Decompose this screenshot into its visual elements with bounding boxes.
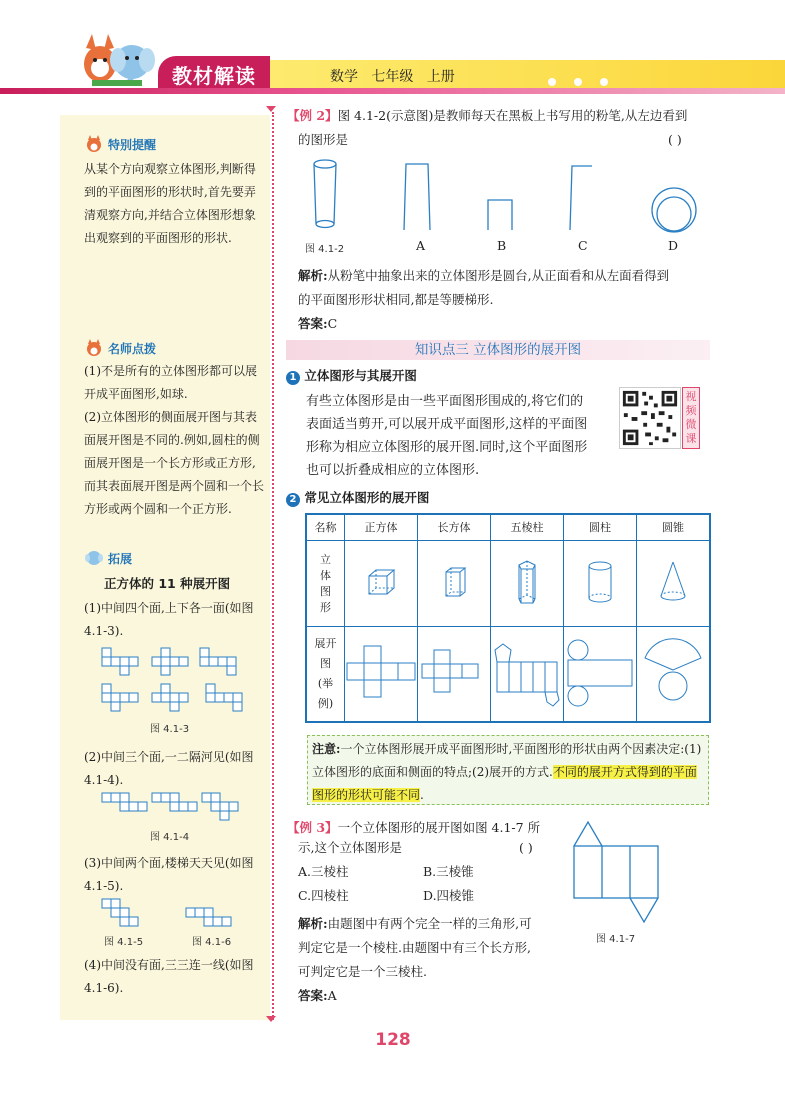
fig4-caption: 图 4.1-4 bbox=[150, 832, 190, 843]
example2-q2: 的图形是 bbox=[298, 132, 349, 147]
mascot-fox-elephant-icon bbox=[78, 30, 158, 92]
ext-heading bbox=[84, 548, 132, 568]
answer-value: A bbox=[327, 988, 337, 1003]
header-stripe bbox=[0, 88, 785, 94]
header-cell: 五棱柱 bbox=[491, 514, 564, 540]
example2-question bbox=[287, 106, 717, 126]
answer-label: 答案: bbox=[298, 316, 328, 331]
table-row bbox=[306, 626, 710, 722]
teacher-p1: (1)不是所有的立体图形都可以展开成平面图形,如球. bbox=[84, 364, 257, 401]
header-cell: 名称 bbox=[306, 514, 345, 540]
ext-p1: (1)中间四个面,上下各一面(如图 4.1-3). bbox=[84, 601, 254, 638]
example2-q1: 图 4.1-2(示意图)是教师每天在黑板上书写用的粉笔,从左边看到 bbox=[337, 108, 688, 123]
example3-tag: 【例 3】 bbox=[287, 820, 338, 835]
tip-title: 特别提醒 bbox=[108, 137, 157, 152]
analysis-line1: 从粉笔中抽象出来的立体图形是圆台,从正面看和从左面看得到 bbox=[327, 268, 670, 283]
example2-fig-caption: 图 4.1-2 bbox=[305, 244, 345, 255]
row-label: 展开图(举例) bbox=[306, 626, 345, 722]
page-number: 128 bbox=[375, 1030, 411, 1050]
tip-heading bbox=[84, 134, 156, 154]
table-row bbox=[306, 540, 710, 626]
cone-solid bbox=[637, 540, 711, 626]
elephant-mascot-icon bbox=[84, 548, 104, 568]
fox-mascot-icon bbox=[84, 338, 104, 358]
answer-value: C bbox=[327, 316, 338, 331]
sec1-line2: 表面适当剪开,可以展开成平面图形,这样的平面图 bbox=[306, 417, 588, 432]
sec1-line1: 有些立体图形是由一些平面图形围成的,将它们的 bbox=[306, 394, 584, 409]
solid-nets-table bbox=[305, 513, 711, 723]
knowledge-point-title: 知识点三 立体图形的展开图 bbox=[286, 340, 710, 360]
example3-analysis bbox=[298, 912, 568, 984]
sec2-number: 2 bbox=[286, 493, 300, 507]
example3-q2: 示,这个立体图形是 bbox=[298, 840, 402, 855]
example3-answer bbox=[298, 986, 337, 1006]
option-a: A bbox=[416, 238, 426, 253]
book-info bbox=[330, 66, 455, 86]
example3-q1: 一个立体图形的展开图如图 4.1-7 所 bbox=[337, 820, 541, 835]
fox-mascot-icon bbox=[84, 134, 104, 154]
note-label: 注意: bbox=[312, 742, 341, 756]
pentagonal-prism-solid bbox=[491, 540, 564, 626]
option-d: D.四棱锥 bbox=[423, 888, 475, 903]
grade: 七年级 bbox=[371, 69, 414, 85]
section-tab: 教材解读 bbox=[158, 56, 270, 94]
note-box bbox=[307, 735, 709, 805]
sec1-line4: 也可以折叠成相应的立体图形. bbox=[306, 463, 480, 478]
teacher-heading bbox=[84, 338, 156, 358]
teacher-title: 名师点拨 bbox=[108, 341, 157, 356]
subject: 数学 bbox=[330, 69, 358, 85]
sec1-line3: 形称为相应立体图形的展开图.同时,这个平面图形 bbox=[306, 440, 588, 455]
cube-nets-fig5-6 bbox=[96, 896, 266, 932]
ext-title: 拓展 bbox=[108, 551, 133, 566]
option-a: A.三棱柱 bbox=[298, 864, 349, 879]
example2-paren: ( ) bbox=[668, 132, 682, 147]
column-divider bbox=[272, 112, 274, 1020]
note-text: 一个立体图形展开成平面图形时,平面图形的形状由两个因素决定:(1)立体图形的底面和侧面的特点;(2)展开的方式. bbox=[312, 742, 702, 779]
header-cell: 正方体 bbox=[345, 514, 418, 540]
cube-net bbox=[345, 626, 418, 722]
option-b: B.三棱锥 bbox=[423, 864, 474, 879]
option-d: D bbox=[668, 238, 679, 253]
header-cell: 长方体 bbox=[418, 514, 491, 540]
analysis-line2: 的平面图形形状相同,都是等腰梯形. bbox=[298, 292, 494, 307]
cylinder-solid bbox=[564, 540, 637, 626]
header-cell: 圆柱 bbox=[564, 514, 637, 540]
example2-tag: 【例 2】 bbox=[287, 108, 338, 123]
cube-solid bbox=[345, 540, 418, 626]
analysis-label: 解析: bbox=[298, 916, 328, 931]
row-label: 立体图形 bbox=[306, 540, 345, 626]
sec1-title: 立体图形与其展开图 bbox=[304, 368, 417, 383]
analysis-line2: 判定它是一个棱柱.由题图中有三个长方形, bbox=[298, 940, 531, 955]
pentagonal-prism-net bbox=[491, 626, 564, 722]
table-header-row bbox=[306, 514, 710, 540]
sec2-title: 常见立体图形的展开图 bbox=[304, 490, 430, 505]
analysis-line3: 可判定它是一个三棱柱. bbox=[298, 964, 427, 979]
cuboid-solid bbox=[418, 540, 491, 626]
sec1-number: 1 bbox=[286, 371, 300, 385]
video-lesson-tag[interactable]: 视频微课 bbox=[682, 387, 700, 449]
option-c: C.四棱柱 bbox=[298, 888, 349, 903]
fig6-caption: 图 4.1-6 bbox=[192, 937, 232, 948]
teacher-p2: (2)立体图形的侧面展开图与其表面展开图是不同的.例如,圆柱的侧面展开图是一个长方形或正方形,而其表面展开图是两个圆和一个长方形或两个圆和一个正方形. bbox=[84, 410, 265, 516]
note-end: . bbox=[420, 788, 424, 802]
option-c: C bbox=[578, 238, 588, 253]
fig5-caption: 图 4.1-5 bbox=[104, 937, 144, 948]
cuboid-net bbox=[418, 626, 491, 722]
analysis-label: 解析: bbox=[298, 268, 328, 283]
example3-question bbox=[287, 818, 577, 838]
note-highlight: 不同的展开方式得到的平面图形的形状可能不同 bbox=[312, 765, 697, 802]
option-b: B bbox=[497, 238, 507, 253]
ext-subtitle: 正方体的 11 种展开图 bbox=[104, 576, 231, 591]
answer-label: 答案: bbox=[298, 988, 328, 1003]
analysis-line1: 由题图中有两个完全一样的三角形,可 bbox=[327, 916, 532, 931]
cone-net bbox=[637, 626, 711, 722]
qr-code-icon[interactable] bbox=[619, 387, 681, 449]
divider-arrow-top-icon bbox=[266, 106, 276, 112]
sec1-heading bbox=[286, 366, 417, 386]
triangular-prism-net-figure bbox=[570, 818, 665, 926]
page-header bbox=[0, 0, 785, 100]
ext-p3: (3)中间两个面,楼梯天天见(如图 4.1-5). bbox=[84, 856, 254, 893]
fig3-caption: 图 4.1-3 bbox=[150, 724, 190, 735]
divider-arrow-bottom-icon bbox=[266, 1016, 276, 1022]
sec1-body bbox=[306, 390, 587, 482]
sec2-heading bbox=[286, 488, 429, 508]
cube-nets-fig3 bbox=[96, 645, 266, 715]
example3-fig-caption: 图 4.1-7 bbox=[596, 934, 636, 945]
ext-p4: (4)中间没有面,三三连一线(如图 4.1-6). bbox=[84, 958, 254, 995]
example3-paren: ( ) bbox=[519, 840, 533, 855]
tip-text: 从某个方向观察立体图形,判断得到的平面图形的形状时,首先要弄清观察方向,并结合立体图形想象出观察到的平面图形的形状. bbox=[84, 162, 256, 245]
header-cell: 圆锥 bbox=[637, 514, 711, 540]
example2-analysis bbox=[298, 266, 718, 286]
example2-answer bbox=[298, 314, 337, 334]
ext-p2: (2)中间三个面,一二隔河见(如图 4.1-4). bbox=[84, 750, 254, 787]
cylinder-net bbox=[564, 626, 637, 722]
volume: 上册 bbox=[426, 69, 455, 85]
cube-nets-fig4 bbox=[96, 790, 266, 824]
